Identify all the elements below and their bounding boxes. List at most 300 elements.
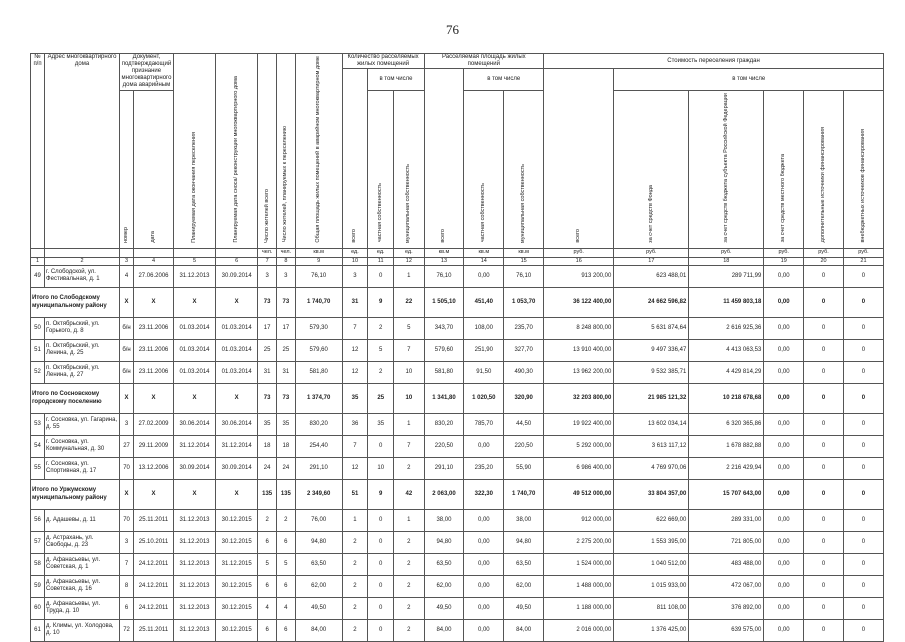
cell-r-total: 12 (342, 339, 368, 361)
col-number-cell: 19 (764, 257, 804, 265)
cell-c-add: 0 (804, 457, 844, 479)
cell-a-mun: 49,50 (504, 597, 544, 619)
cell-r-priv: 2 (368, 317, 394, 339)
header-col-people-total (258, 54, 277, 249)
cell-c-fund: 9 532 385,71 (614, 361, 689, 383)
cell-c-total: 6 986 400,00 (544, 457, 614, 479)
cell-a-mun: 490,30 (504, 361, 544, 383)
cell-area: 84,00 (295, 619, 342, 641)
col-number-cell: 11 (368, 257, 394, 265)
cell-r-mun: 42 (394, 479, 424, 509)
cell-demolition: 31.12.2015 (216, 553, 258, 575)
cell-c-add: 0 (804, 509, 844, 531)
header-area-private (464, 91, 504, 249)
units-row (31, 248, 884, 257)
cell-p-res: 73 (276, 287, 295, 317)
cell-c-loc: 0,00 (764, 457, 804, 479)
cell-p-res: 4 (276, 597, 295, 619)
cell-c-ext: 0 (843, 619, 883, 641)
cell-c-ext: 0 (843, 339, 883, 361)
cell-c-fund: 4 769 970,06 (614, 457, 689, 479)
header-col-planned-end-text: Планируемая дата окончания переселения (190, 131, 197, 243)
cell-a-total: 343,70 (424, 317, 464, 339)
cell-doc-num: 7 (120, 553, 134, 575)
cell-doc-date: 23.11.2006 (134, 339, 174, 361)
cell-p-total: 3 (258, 265, 277, 287)
cell-end-date: X (173, 479, 215, 509)
cell-p-res: 31 (276, 361, 295, 383)
cell-c-fund: 5 631 874,64 (614, 317, 689, 339)
cell-doc-num: б/н (120, 317, 134, 339)
cell-end-date: 01.03.2014 (173, 339, 215, 361)
cell-addr: п. Октябрьский, ул. Горького, д. 8 (45, 317, 120, 339)
cell-c-add: 0 (804, 317, 844, 339)
col-number-cell: 20 (804, 257, 844, 265)
cell-c-fund: 1 040 512,00 (614, 553, 689, 575)
cell-c-total: 2 016 000,00 (544, 619, 614, 641)
cell-a-mun: 62,00 (504, 575, 544, 597)
cell-c-loc: 0,00 (764, 575, 804, 597)
table-row (31, 265, 884, 287)
cell-r-total: 2 (342, 619, 368, 641)
cell-c-total: 1 524 000,00 (544, 553, 614, 575)
cell-c-total: 32 203 800,00 (544, 383, 614, 413)
cell-c-subj: 483 488,00 (689, 553, 764, 575)
table-row (31, 457, 884, 479)
cell-r-priv: 9 (368, 287, 394, 317)
cell-c-subj: 4 429 814,29 (689, 361, 764, 383)
cell-p-res: 3 (276, 265, 295, 287)
cell-c-fund: 3 613 117,12 (614, 435, 689, 457)
cell-p-res: 135 (276, 479, 295, 509)
cell-a-total: 1 505,10 (424, 287, 464, 317)
cell-p-total: 24 (258, 457, 277, 479)
cell-c-fund: 622 669,00 (614, 509, 689, 531)
column-numbers-row (31, 257, 884, 265)
cell-c-loc: 0,00 (764, 619, 804, 641)
cell-addr: д. Астрахань, ул. Свободы, д. 23 (45, 531, 120, 553)
cell-c-total: 2 275 200,00 (544, 531, 614, 553)
header-cost-local (764, 91, 804, 249)
unit-cell: руб. (804, 248, 844, 257)
header-cost-extrabudget (843, 91, 883, 249)
cell-a-priv: 0,00 (464, 575, 504, 597)
cell-a-priv: 322,30 (464, 479, 504, 509)
col-number-cell: 1 (31, 257, 45, 265)
header-cost-total-text: всего (575, 228, 582, 243)
unit-cell: руб. (544, 248, 614, 257)
cell-demolition: X (216, 383, 258, 413)
cell-demolition: 31.12.2014 (216, 435, 258, 457)
cell-c-ext: 0 (843, 597, 883, 619)
cell-a-priv: 0,00 (464, 435, 504, 457)
cell-area: 2 349,60 (295, 479, 342, 509)
col-number-cell: 9 (295, 257, 342, 265)
total-label: Итого по Слободскому муниципальному району (31, 287, 120, 317)
cell-demolition: X (216, 287, 258, 317)
cell-c-subj: 721 805,00 (689, 531, 764, 553)
page-number: 76 (446, 22, 459, 37)
cell-r-mun: 10 (394, 361, 424, 383)
cell-c-add: 0 (804, 575, 844, 597)
header-area-incl: в том числе (464, 69, 544, 91)
cell-doc-date: X (134, 287, 174, 317)
col-number-cell: 3 (120, 257, 134, 265)
cell-r-priv: 10 (368, 457, 394, 479)
cell-c-fund: 21 985 121,32 (614, 383, 689, 413)
cell-p-total: 2 (258, 509, 277, 531)
cell-r-total: 2 (342, 531, 368, 553)
cell-c-fund: 811 108,00 (614, 597, 689, 619)
header-area-municipal (504, 91, 544, 249)
cell-p-total: 17 (258, 317, 277, 339)
cell-c-ext: 0 (843, 265, 883, 287)
unit-cell: кв.м (295, 248, 342, 257)
cell-c-loc: 0,00 (764, 317, 804, 339)
cell-doc-date: 24.12.2011 (134, 553, 174, 575)
col-number-cell: 15 (504, 257, 544, 265)
cell-r-mun: 7 (394, 339, 424, 361)
cell-c-ext: 0 (843, 531, 883, 553)
cell-r-priv: 0 (368, 575, 394, 597)
col-number-cell: 5 (173, 257, 215, 265)
cell-c-loc: 0,00 (764, 383, 804, 413)
header-rooms-total (342, 69, 368, 249)
cell-r-priv: 0 (368, 265, 394, 287)
cell-c-total: 36 122 400,00 (544, 287, 614, 317)
cell-a-total: 581,80 (424, 361, 464, 383)
cell-a-priv: 251,90 (464, 339, 504, 361)
cell-doc-num: 3 (120, 531, 134, 553)
cell-c-total: 5 292 000,00 (544, 435, 614, 457)
unit-cell (216, 248, 258, 257)
cell-c-subj: 10 218 678,68 (689, 383, 764, 413)
cell-p-res: 35 (276, 413, 295, 435)
cell-doc-date: 27.06.2006 (134, 265, 174, 287)
cell-end-date: 31.12.2014 (173, 435, 215, 457)
unit-cell (134, 248, 174, 257)
header-area-total (424, 69, 464, 249)
cell-p-res: 6 (276, 531, 295, 553)
cell-c-fund: 1 553 395,00 (614, 531, 689, 553)
header-grp-rooms: Количество расселяемых жилых помещений (342, 54, 424, 69)
cell-doc-num: 6 (120, 597, 134, 619)
cell-c-total: 913 200,00 (544, 265, 614, 287)
total-row (31, 479, 884, 509)
cell-num: 54 (31, 435, 45, 457)
cell-end-date: X (173, 383, 215, 413)
unit-cell: чел. (276, 248, 295, 257)
cell-num: 56 (31, 509, 45, 531)
cell-r-priv: 0 (368, 531, 394, 553)
header-col-planned-end (173, 54, 215, 249)
cell-addr: д. Климы, ул. Холодова, д. 10 (45, 619, 120, 641)
cell-doc-num: б/н (120, 361, 134, 383)
cell-demolition: 30.09.2014 (216, 457, 258, 479)
cell-end-date: 30.09.2014 (173, 457, 215, 479)
cell-end-date: 31.12.2013 (173, 509, 215, 531)
cell-addr: п. Октябрьский, ул. Ленина, д. 27 (45, 361, 120, 383)
cell-p-res: 6 (276, 575, 295, 597)
resettlement-table-wrapper (30, 53, 884, 642)
cell-area: 254,40 (295, 435, 342, 457)
cell-r-total: 35 (342, 383, 368, 413)
header-rooms-municipal-text: муниципальная собственность (405, 163, 412, 243)
cell-r-mun: 1 (394, 413, 424, 435)
header-grp-area: Расселяемая площадь жилых помещений (424, 54, 544, 69)
cell-c-fund: 24 662 596,82 (614, 287, 689, 317)
cell-c-fund: 33 804 357,00 (614, 479, 689, 509)
cell-r-mun: 22 (394, 287, 424, 317)
cell-c-ext: 0 (843, 413, 883, 435)
cell-end-date: 01.03.2014 (173, 317, 215, 339)
total-label: Итого по Уржумскому муниципальному району (31, 479, 120, 509)
col-number-cell: 12 (394, 257, 424, 265)
header-cost-incl: в том числе (614, 69, 884, 91)
cell-a-mun: 1 053,70 (504, 287, 544, 317)
cell-demolition: 01.03.2014 (216, 339, 258, 361)
cell-p-res: 6 (276, 619, 295, 641)
cell-addr: п. Октябрьский, ул. Ленина, д. 25 (45, 339, 120, 361)
cell-area: 581,80 (295, 361, 342, 383)
cell-a-mun: 235,70 (504, 317, 544, 339)
cell-c-add: 0 (804, 435, 844, 457)
header-cost-extrabudget-text: внебюджетных источников финансирования (859, 129, 866, 243)
cell-r-priv: 0 (368, 509, 394, 531)
cell-a-mun: 1 740,70 (504, 479, 544, 509)
header-cost-fund-text: за счет средств Фонда (647, 184, 654, 243)
cell-p-res: 2 (276, 509, 295, 531)
cell-area: 76,00 (295, 509, 342, 531)
cell-c-fund: 623 488,01 (614, 265, 689, 287)
cell-a-priv: 0,00 (464, 619, 504, 641)
cell-a-mun: 55,90 (504, 457, 544, 479)
cell-c-subj: 2 616 925,36 (689, 317, 764, 339)
cell-c-subj: 15 707 643,00 (689, 479, 764, 509)
table-row (31, 317, 884, 339)
cell-a-priv: 0,00 (464, 265, 504, 287)
cell-addr: г. Сосновка, ул. Коммунальная, д. 30 (45, 435, 120, 457)
cell-p-total: 25 (258, 339, 277, 361)
table-row (31, 339, 884, 361)
cell-demolition: 01.03.2014 (216, 361, 258, 383)
cell-addr: д. Афанасьевы, ул. Советская, д. 16 (45, 575, 120, 597)
cell-r-total: 2 (342, 575, 368, 597)
unit-cell: чел. (258, 248, 277, 257)
header-col-document: Документ, подтверждающий признание многоквартирного дома аварийным (120, 54, 174, 91)
cell-num: 52 (31, 361, 45, 383)
cell-a-total: 2 063,00 (424, 479, 464, 509)
cell-doc-date: 25.11.2011 (134, 619, 174, 641)
cell-r-total: 2 (342, 597, 368, 619)
header-cost-additional-text: дополнительные источники финансирования (820, 127, 827, 243)
total-row (31, 383, 884, 413)
cell-a-mun: 220,50 (504, 435, 544, 457)
header-cost-total (544, 69, 614, 249)
cell-r-total: 12 (342, 361, 368, 383)
cell-end-date: 31.12.2013 (173, 265, 215, 287)
cell-area: 1 374,70 (295, 383, 342, 413)
cell-a-mun: 63,50 (504, 553, 544, 575)
cell-r-total: 51 (342, 479, 368, 509)
cell-c-ext: 0 (843, 383, 883, 413)
cell-c-loc: 0,00 (764, 265, 804, 287)
table-row (31, 553, 884, 575)
cell-c-total: 13 962 200,00 (544, 361, 614, 383)
table-row (31, 509, 884, 531)
cell-c-total: 1 488 000,00 (544, 575, 614, 597)
cell-r-mun: 1 (394, 265, 424, 287)
cell-end-date: 31.12.2013 (173, 553, 215, 575)
cell-addr: д. Афанасьевы, ул. Труда, д. 10 (45, 597, 120, 619)
table-row (31, 531, 884, 553)
cell-a-total: 220,50 (424, 435, 464, 457)
header-cost-fund (614, 91, 689, 249)
cell-r-mun: 10 (394, 383, 424, 413)
col-number-cell: 4 (134, 257, 174, 265)
cell-end-date: 01.03.2014 (173, 361, 215, 383)
cell-a-total: 1 341,80 (424, 383, 464, 413)
cell-c-add: 0 (804, 265, 844, 287)
cell-r-priv: 0 (368, 553, 394, 575)
cell-r-total: 36 (342, 413, 368, 435)
cell-num: 51 (31, 339, 45, 361)
cell-p-total: 6 (258, 531, 277, 553)
cell-r-mun: 7 (394, 435, 424, 457)
unit-cell: руб. (614, 248, 689, 257)
cell-c-total: 13 910 400,00 (544, 339, 614, 361)
cell-p-total: 4 (258, 597, 277, 619)
cell-a-total: 63,50 (424, 553, 464, 575)
cell-a-total: 38,00 (424, 509, 464, 531)
header-cost-subject (689, 91, 764, 249)
cell-doc-date: 25.11.2011 (134, 509, 174, 531)
cell-end-date: 31.12.2013 (173, 531, 215, 553)
header-col-planned-demolition-text: Планируемая дата сноса/ реконструкции многоквартирного дома (233, 75, 240, 243)
cell-a-priv: 0,00 (464, 597, 504, 619)
cell-r-total: 3 (342, 265, 368, 287)
cell-doc-date: 24.12.2011 (134, 597, 174, 619)
cell-c-subj: 6 320 365,86 (689, 413, 764, 435)
cell-doc-num: 70 (120, 509, 134, 531)
cell-p-res: 18 (276, 435, 295, 457)
cell-num: 53 (31, 413, 45, 435)
cell-doc-num: X (120, 287, 134, 317)
total-label: Итого по Сосновскому городскому поселению (31, 383, 120, 413)
cell-demolition: 30.12.2015 (216, 575, 258, 597)
cell-a-priv: 0,00 (464, 553, 504, 575)
header-cost-subject-text: за счет средств бюджета субъекта Российской Федерации (722, 93, 729, 243)
col-number-cell: 18 (689, 257, 764, 265)
cell-c-add: 0 (804, 479, 844, 509)
header-grp-cost: Стоимость переселения граждан (544, 54, 884, 69)
cell-doc-date: 25.10.2011 (134, 531, 174, 553)
cell-area: 94,80 (295, 531, 342, 553)
header-rooms-private-text: частная собственность (377, 183, 384, 243)
cell-a-total: 291,10 (424, 457, 464, 479)
unit-cell: кв.м (504, 248, 544, 257)
cell-r-mun: 1 (394, 509, 424, 531)
cell-c-loc: 0,00 (764, 287, 804, 317)
cell-c-add: 0 (804, 597, 844, 619)
cell-doc-num: 4 (120, 265, 134, 287)
cell-c-loc: 0,00 (764, 597, 804, 619)
cell-c-ext: 0 (843, 317, 883, 339)
cell-p-total: 18 (258, 435, 277, 457)
cell-a-priv: 1 020,50 (464, 383, 504, 413)
cell-num: 60 (31, 597, 45, 619)
cell-doc-date: X (134, 479, 174, 509)
cell-p-total: 6 (258, 619, 277, 641)
cell-a-total: 94,80 (424, 531, 464, 553)
cell-r-priv: 5 (368, 339, 394, 361)
cell-r-total: 12 (342, 457, 368, 479)
cell-r-priv: 0 (368, 435, 394, 457)
cell-c-subj: 289 711,99 (689, 265, 764, 287)
cell-area: 63,50 (295, 553, 342, 575)
cell-c-ext: 0 (843, 361, 883, 383)
cell-r-priv: 25 (368, 383, 394, 413)
cell-num: 61 (31, 619, 45, 641)
cell-end-date: 30.06.2014 (173, 413, 215, 435)
header-cost-local-text: за счет средств местного бюджета (780, 154, 787, 243)
cell-c-loc: 0,00 (764, 339, 804, 361)
cell-c-subj: 4 413 063,53 (689, 339, 764, 361)
cell-r-priv: 0 (368, 597, 394, 619)
cell-r-priv: 35 (368, 413, 394, 435)
cell-c-total: 49 512 000,00 (544, 479, 614, 509)
header-rooms-municipal (394, 91, 424, 249)
table-row (31, 435, 884, 457)
cell-a-total: 579,60 (424, 339, 464, 361)
cell-p-total: 135 (258, 479, 277, 509)
cell-p-res: 73 (276, 383, 295, 413)
cell-a-priv: 108,00 (464, 317, 504, 339)
cell-p-res: 5 (276, 553, 295, 575)
cell-p-total: 5 (258, 553, 277, 575)
header-rooms-private (368, 91, 394, 249)
cell-doc-num: 72 (120, 619, 134, 641)
cell-doc-num: 70 (120, 457, 134, 479)
header-doc-number (120, 91, 134, 249)
cell-doc-date: 27.02.2009 (134, 413, 174, 435)
cell-a-mun: 327,70 (504, 339, 544, 361)
header-area-total-text: всего (440, 228, 447, 243)
cell-r-mun: 2 (394, 457, 424, 479)
cell-c-subj: 639 575,00 (689, 619, 764, 641)
cell-c-ext: 0 (843, 287, 883, 317)
cell-p-total: 6 (258, 575, 277, 597)
header-area-private-text: частная собственность (480, 183, 487, 243)
cell-c-add: 0 (804, 361, 844, 383)
cell-c-subj: 472 067,00 (689, 575, 764, 597)
cell-doc-num: 3 (120, 413, 134, 435)
cell-c-loc: 0,00 (764, 479, 804, 509)
cell-c-subj: 11 459 803,18 (689, 287, 764, 317)
cell-a-mun: 320,90 (504, 383, 544, 413)
cell-demolition: 30.12.2015 (216, 619, 258, 641)
cell-a-total: 830,20 (424, 413, 464, 435)
cell-c-add: 0 (804, 553, 844, 575)
cell-a-priv: 91,50 (464, 361, 504, 383)
cell-demolition: 01.03.2014 (216, 317, 258, 339)
col-number-cell: 10 (342, 257, 368, 265)
cell-a-total: 49,50 (424, 597, 464, 619)
cell-a-priv: 0,00 (464, 531, 504, 553)
cell-end-date: 31.12.2013 (173, 597, 215, 619)
cell-a-mun: 44,50 (504, 413, 544, 435)
cell-num: 58 (31, 553, 45, 575)
